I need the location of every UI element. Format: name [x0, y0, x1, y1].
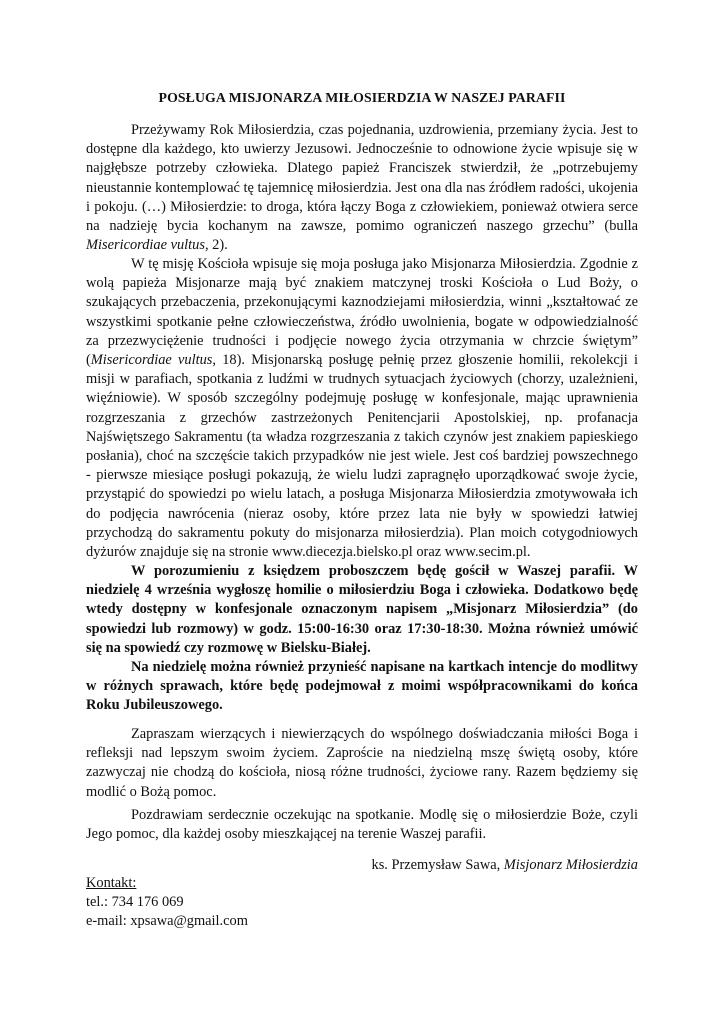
mission-text-b: , 18). Misjonarską posługę pełnię przez głoszenie homilii, rekolekcji i misji w parafiach, spotkania z ludźmi w trudnych sytuacjach życiowych (chorzy, uzależnieni, więźniowie). W sposób szczególny podejmuję posługę w konfesjonale, mając uprawnienia rozgrzeszania z grzechów zastrzeżonych Penitencjarii Apostolskiej, np. profanacja Najświętszego Sakramentu (ta władza rozgrzeszania z takich czynów jest znakiem papieskiego posłania), choć na szczęście takich przypadków nie jest wiele. Jest coś bardziej powszechnego - pierwsze miesiące posługi pokazują, że wielu ludzi zapragnęło uporządkować swoje życie, przystąpić do spowiedzi po wielu latach, a posługa Misjonarza Miłosierdzia zmotywowała ich do podjęcia nawrócenia (nieraz osoby, które przez lata nie były w spowiedzi łatwiej przychodzą do sakramentu pokuty do misjonarza miłosierdzia). Plan moich cotygodniowych dyżurów znajduje się na stronie www.diecezja.bielsko.pl oraz www.secim.pl. [86, 352, 638, 561]
contact-block [86, 874, 248, 931]
signature-role: Misjonarz Miłosierdzia [503, 857, 638, 873]
intro-citation-end: , 2). [204, 237, 228, 254]
mission-text-a: W tę misję Kościoła wpisuje się moja posługa jako Misjonarza Miłosierdzia. Zgodnie z wolą papieża Misjonarze mają być znakiem matczynej troski Kościoła o Lud Boży, o szukających przebaczenia, przekonującymi kaznodziejami miłosierdzia, winni „kształtować ze wszystkimi spotkanie pełne człowieczeństwa, źródło uwolnienia, bogate w odpowiedzialność za przezwyciężenie trudności i podjęcie nowego życia otrzymania w chrzcie świętym” ( [86, 256, 638, 369]
paragraph-invitation [86, 725, 638, 802]
intro-text: Przeżywamy Rok Miłosierdzia, czas pojednania, uzdrowienia, przemiany życia. Jest to dostępne dla każdego, kto uwierzy Jezusowi. Jednocześnie to odnowione życie wpisuje się w najgłębsze potrzeby człowieka. Dlatego papież Franciszek stwierdził, że „potrzebujemy nieustannie kontemplować tę tajemnicę miłosierdzia. Jest ona dla nas źródłem radości, ukojenia i pokoju. (…) Miłosierdzie: to droga, która łączy Boga z człowiekiem, ponieważ otwiera serce na nadzieję bycia kochanym na zawsze, pomimo ograniczeń naszego grzechu” (bulla [86, 122, 638, 235]
intro-citation-title: Misericordiae vultus [86, 237, 205, 254]
invitation-text: Zapraszam wierzących i niewierzących do wspólnego doświadczania miłości Boga i refleksji nad lepszym swoim życiem. Zaproście na niedzielną mszę świętą osoby, które zazwyczaj nie chodzą do kościoła, niosą różne trudności, życiowe rany. Razem będziemy się modlić o Bożą pomoc. [86, 726, 638, 800]
visit-text: W porozumieniu z księdzem proboszczem będę gościł w Waszej parafii. W niedzielę 4 września wygłoszę homilie o miłosierdziu Boga i człowieka. Dodatkowo będę wtedy dostępny w konfesjonale oznaczonym napisem „Misjonarz Miłosierdzia” (do spowiedzi lub rozmowy) w godz. 15:00-16:30 oraz 17:30-18:30. Można również umówić się na spowiedź czy rozmowę w Bielsku-Białej. [86, 563, 638, 656]
signature-name: ks. Przemysław Sawa, [371, 857, 504, 873]
contact-email: e-mail: xpsawa@gmail.com [86, 913, 248, 929]
paragraph-intentions [86, 658, 638, 716]
paragraph-greeting [86, 806, 638, 844]
intentions-text: Na niedzielę można również przynieść napisane na kartkach intencje do modlitwy w różnych sprawach, które będę podejmował z moimi współpracownikami do końca Roku Jubileuszowego. [86, 659, 638, 714]
paragraph-intro [86, 121, 638, 255]
signature [86, 856, 638, 875]
paragraph-mission [86, 255, 638, 562]
mission-citation-title: Misericordiae vultus [90, 352, 213, 369]
contact-heading: Kontakt: [86, 875, 137, 891]
contact-phone: tel.: 734 176 069 [86, 894, 184, 910]
greeting-text: Pozdrawiam serdecznie oczekując na spotkanie. Modlę się o miłosierdzie Boże, czyli Jego pomoc, dla każdej osoby mieszkającej na terenie Waszej parafii. [86, 807, 638, 843]
paragraph-visit [86, 562, 638, 658]
document-title: POSŁUGA MISJONARZA MIŁOSIERDZIA W NASZEJ PARAFII [158, 90, 566, 105]
